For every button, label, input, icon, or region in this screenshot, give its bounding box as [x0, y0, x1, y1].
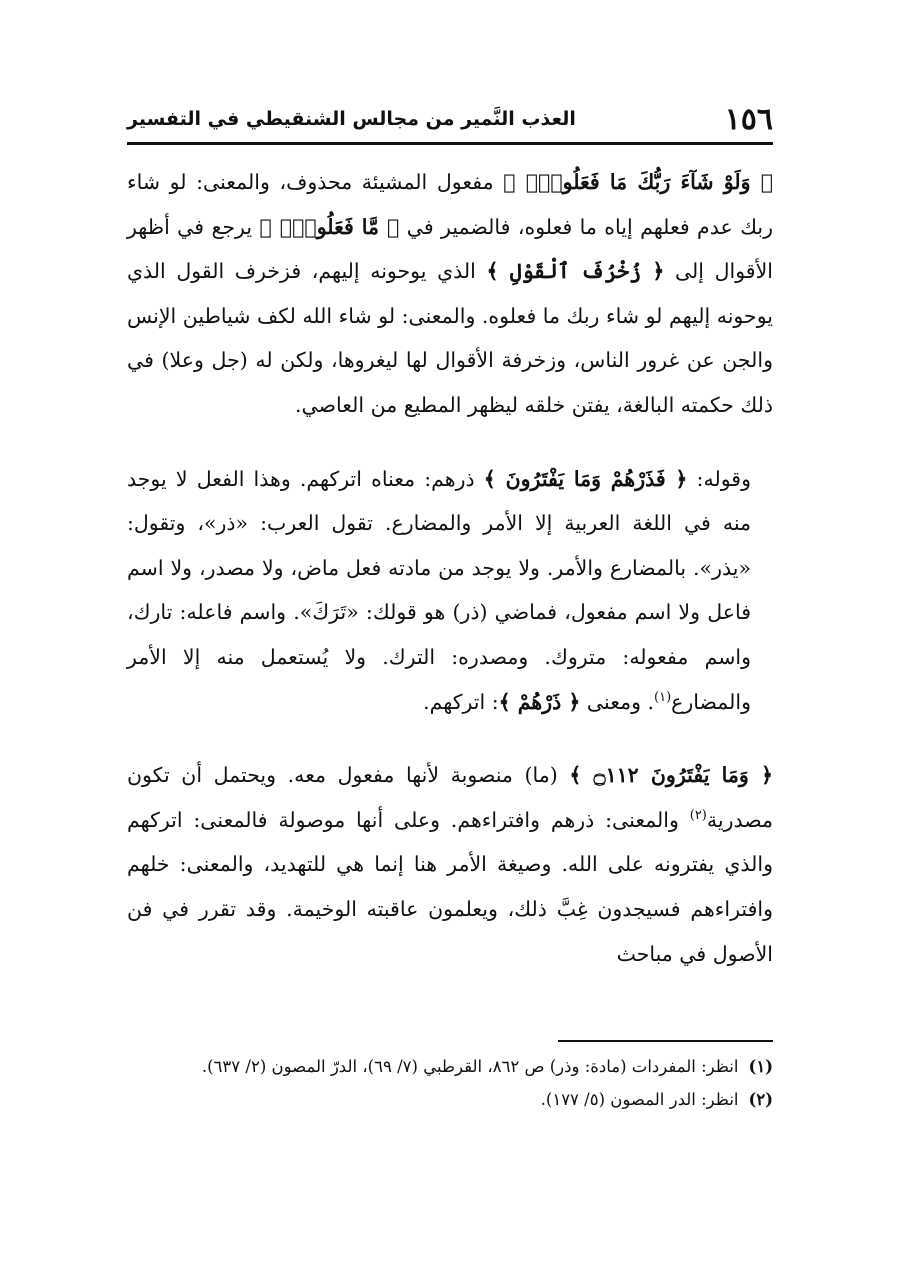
footnote-reference[interactable]: (١) — [654, 689, 672, 705]
quran-quote: ﴿ وَلَوْ شَآءَ رَبُّكَ مَا فَعَلُوهُۖ ﴾ — [503, 170, 774, 194]
quran-quote: ﴿ زُخْرُفَ ٱلْقَوْلِ ﴾ — [486, 259, 665, 284]
paragraph-text: (ما) منصوبة لأنها مفعول معه. ويحتمل أن تكون مصدرية — [127, 763, 773, 832]
paragraph-2 — [127, 457, 773, 725]
paragraph-text: مفعول المشيئة محذوف، والمعنى: لو شاء ربك عدم فعلهم إياه ما فعلوه، فالضمير في — [127, 170, 774, 239]
paragraph-text: والمعنى: ذرهم وافتراءهم. وعلى أنها موصولة فالمعنى: اتركهم والذي يفترونه على الله. وصيغة الأمر هنا إنما هي للتهديد، والمعنى: خلهم وافتراءهم فسيجدون غِبَّ ذلك، ويعلمون عاقبته الوخيمة. وقد تقرر في فن الأصول في مباحث — [127, 807, 773, 966]
quran-quote: ﴿ ذَرْهُمْ ﴾ — [498, 689, 581, 714]
quran-quote: ﴿ مَّا فَعَلُوهُۖ ﴾ — [259, 214, 400, 239]
paragraph-3 — [127, 753, 773, 976]
paragraph-text: . ومعنى — [580, 689, 654, 714]
footnote-reference[interactable]: (٢) — [689, 807, 707, 823]
paragraph-1 — [127, 160, 773, 428]
paragraph-text: ذرهم: معناه اتركهم. وهذا الفعل لا يوجد منه في اللغة العربية إلا الأمر والمضارع. تقول العرب: «ذر»، وتقول: «يذر». بالمضارع والأمر. ولا يوجد من مادته فعل ماض، ولا مصدر، ولا اسم فاعل ولا اسم مفعول، فماضي (ذر) هو قولك: «تَرَكَ». واسم فاعله: تارك، واسم مفعوله: متروك. ومصدره: الترك. ولا يُستعمل منه إلا الأمر والمضارع — [127, 466, 751, 714]
paragraph-text: : اتركهم. — [423, 689, 499, 714]
footnote-separator — [558, 1040, 773, 1042]
paragraph-text: الذي يوحونه إليهم، فزخرف القول الذي يوحونه إليهم لو شاء ربك ما فعلوه. والمعنى: لو شاء الله لكف شياطين الإنس والجن عن غرور الناس، وزخرفة الأقوال لها ليغروها، ولكن له (جل وعلا) في ذلك حكمته البالغة، يفتن خلقه ليظهر المطيع من العاصي. — [127, 259, 773, 417]
quran-quote: ﴿ وَمَا يَفْتَرُونَ ۝١١٢ ﴾ — [569, 763, 773, 788]
paragraph-text: وقوله: — [687, 466, 751, 491]
footnote — [127, 1083, 773, 1116]
footnote-number: (١) — [748, 1057, 773, 1076]
footnote-number: (٢) — [748, 1090, 773, 1109]
footnote-text: انظر: الدر المصون (٥/ ١٧٧). — [540, 1090, 739, 1109]
page-header — [127, 96, 773, 145]
page-number: ١٥٦ — [724, 101, 773, 137]
page-body — [127, 160, 773, 976]
footnotes — [127, 1050, 773, 1116]
paragraph-text: يرجع في أظهر الأقوال إلى — [127, 214, 773, 284]
quran-quote: ﴿ فَذَرْهُمْ وَمَا يَفْتَرُونَ ﴾ — [483, 466, 688, 491]
running-title: العذب النَّمير من مجالس الشنقيطي في التفسير — [127, 108, 576, 130]
footnote-text: انظر: المفردات (مادة: وذر) ص ٨٦٢، القرطبي (٧/ ٦٩)، الدرّ المصون (٢/ ٦٣٧). — [201, 1057, 739, 1076]
footnote — [127, 1050, 773, 1083]
